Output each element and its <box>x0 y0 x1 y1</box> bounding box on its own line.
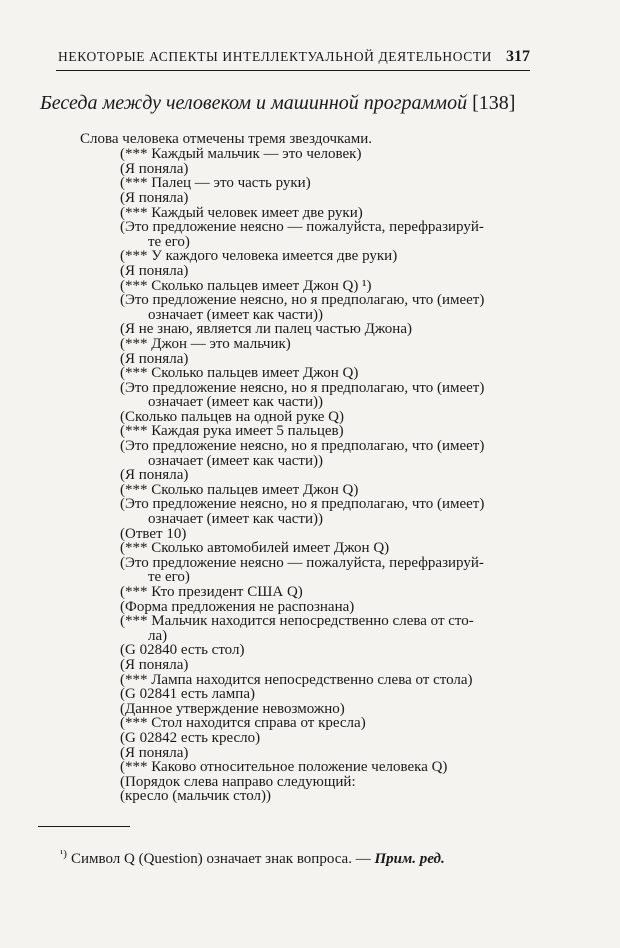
dialogue-line: (*** У каждого человека имеется две руки) <box>120 248 398 265</box>
footnote-text: Символ Q (Question) означает знак вопроса. — <box>70 851 371 867</box>
section-title-reference: [138] <box>472 92 516 114</box>
dialogue-line: (*** Каждый человек имеет две руки) <box>120 204 363 221</box>
running-title: НЕКОТОРЫЕ АСПЕКТЫ ИНТЕЛЛЕКТУАЛЬНОЙ ДЕЯТЕЛЬНОСТИ <box>58 49 493 64</box>
dialogue-line: (G 02840 есть стол) <box>120 642 245 659</box>
section-title-text: Беседа между человеком и машинной программой <box>40 92 468 114</box>
dialogue-line: означает (имеет как части)) <box>148 452 323 469</box>
dialogue-line: (G 02842 есть кресло) <box>120 729 261 746</box>
dialogue-line: те его) <box>148 233 190 250</box>
dialogue-line: (Я не знаю, является ли палец частью Джона) <box>120 321 412 338</box>
dialogue-line: (Это предложение неясно — пожалуйста, перефразируй- <box>120 219 484 236</box>
dialogue-line: (G 02841 есть лампа) <box>120 686 255 703</box>
dialogue-line: те его) <box>148 569 190 586</box>
dialogue-line: (*** Каждый мальчик — это человек) <box>120 146 362 163</box>
dialogue-line: (Я поняла) <box>120 467 189 484</box>
dialogue-line: (Я поняла) <box>120 744 189 761</box>
page-number: 317 <box>506 48 530 65</box>
dialogue-line: (Это предложение неясно, но я предполагаю, что (имеет) <box>120 379 485 396</box>
dialogue-line: (Я поняла) <box>120 189 189 206</box>
dialogue-line: (кресло (мальчик стол)) <box>120 788 271 805</box>
footnote-marker: ¹) <box>60 848 67 860</box>
dialogue-line: (Я поняла) <box>120 262 189 279</box>
dialogue-line: (Данное утверждение невозможно) <box>120 700 345 717</box>
dialogue-line: (*** Сколько пальцев имеет Джон Q) ¹) <box>120 277 372 294</box>
dialogue-line: ла) <box>148 627 168 644</box>
dialogue-line: (*** Каково относительное положение человека Q) <box>120 759 448 776</box>
dialogue-line: (*** Мальчик находится непосредственно слева от сто- <box>120 613 474 630</box>
intro-paragraph: Слова человека отмечены тремя звездочками. <box>80 131 373 147</box>
footnote-rule <box>38 826 130 827</box>
dialogue-line: (Порядок слева направо следующий: <box>120 773 356 790</box>
dialogue-line: (*** Джон — это мальчик) <box>120 335 291 352</box>
dialogue-line: (Форма предложения не распознана) <box>120 598 355 615</box>
dialogue-line: означает (имеет как части)) <box>148 306 323 323</box>
dialogue-line: означает (имеет как части)) <box>148 511 323 528</box>
dialogue-line: (Я поняла) <box>120 350 189 367</box>
dialogue-line: (*** Стол находится справа от кресла) <box>120 715 366 732</box>
dialogue-line: (*** Палец — это часть руки) <box>120 175 311 192</box>
dialogue-line: (Ответ 10) <box>120 525 187 542</box>
dialogue-line: (Я поняла) <box>120 656 189 673</box>
dialogue-line: (*** Кто президент США Q) <box>120 584 303 600</box>
dialogue-line: (Это предложение неясно — пожалуйста, перефразируй- <box>120 554 484 571</box>
running-header <box>58 48 530 66</box>
dialogue-line: (Это предложение неясно, но я предполагаю, что (имеет) <box>120 496 485 513</box>
dialogue-line: означает (имеет как части)) <box>148 394 323 411</box>
dialogue-line: (Это предложение неясно, но я предполагаю, что (имеет) <box>120 292 485 309</box>
dialogue-line: (Сколько пальцев на одной руке Q) <box>120 408 344 425</box>
dialogue-line: (*** Лампа находится непосредственно слева от стола) <box>120 671 473 688</box>
dialogue-line: (Это предложение неясно, но я предполагаю, что (имеет) <box>120 438 485 455</box>
header-rule <box>56 70 530 71</box>
dialogue-line: (*** Сколько автомобилей имеет Джон Q) <box>120 540 390 557</box>
dialogue-line: (*** Сколько пальцев имеет Джон Q) <box>120 365 359 382</box>
dialogue-transcript <box>120 147 530 804</box>
dialogue-line: (Я поняла) <box>120 160 189 177</box>
section-title <box>40 92 532 115</box>
footnote <box>60 848 445 868</box>
footnote-editor-note: Прим. ред. <box>374 851 445 867</box>
dialogue-line: (*** Каждая рука имеет 5 пальцев) <box>120 423 344 440</box>
dialogue-line: (*** Сколько пальцев имеет Джон Q) <box>120 481 359 498</box>
